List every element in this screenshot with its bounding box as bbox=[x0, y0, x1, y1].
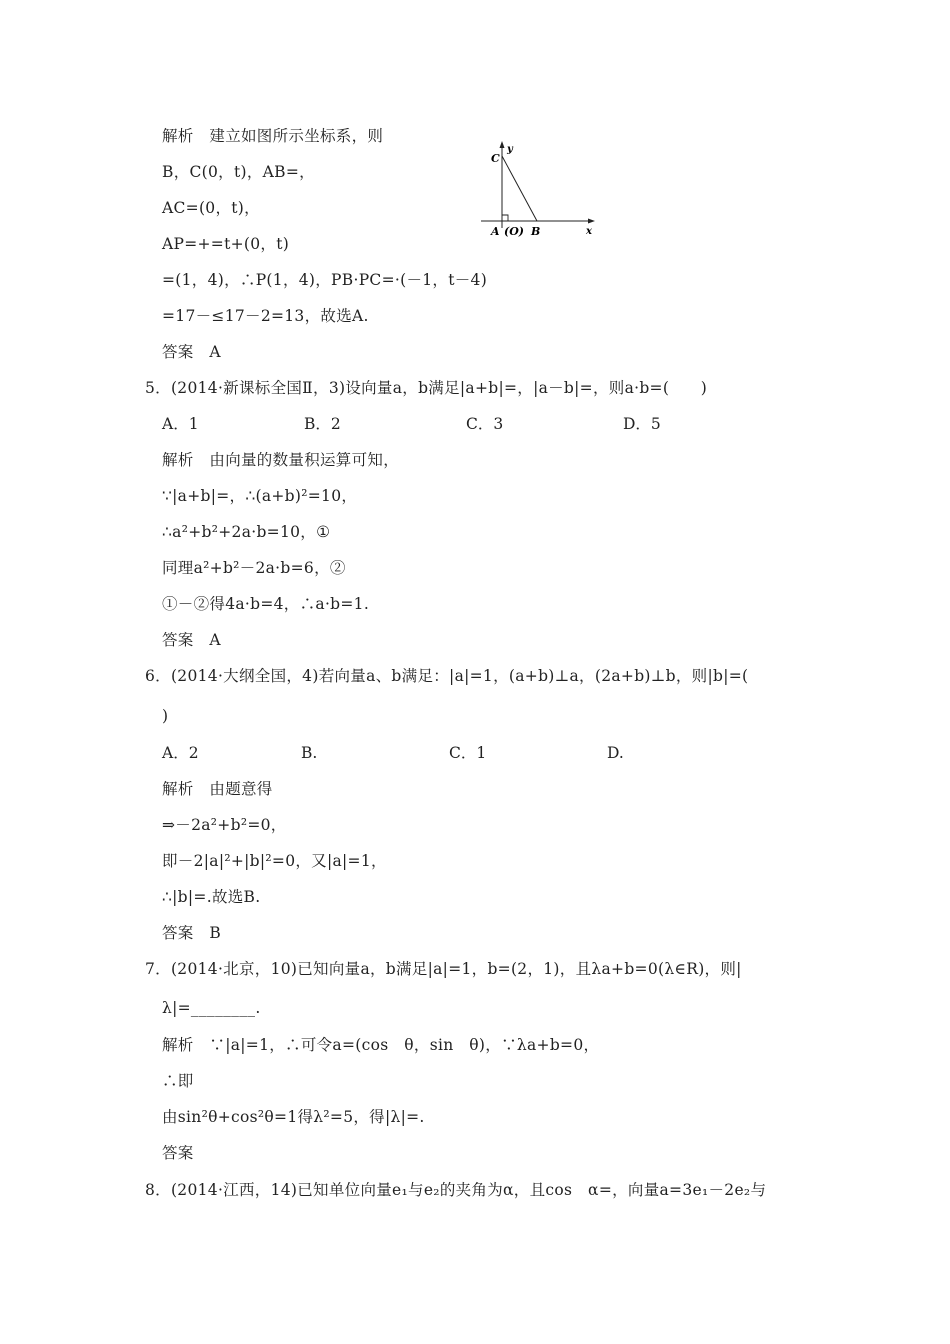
solution-line: 解析 ∵|a|=1，∴可令a=(cos θ，sin θ)，∵λa+b=0， bbox=[162, 1036, 600, 1054]
solution-line: 解析 由题意得 bbox=[162, 780, 273, 798]
solution-line: 解析 建立如图所示坐标系，则 bbox=[162, 127, 384, 145]
coordinate-figure bbox=[478, 138, 598, 238]
label-y: y bbox=[507, 144, 513, 155]
solution-line: ①－②得4a·b=4，∴a·b=1. bbox=[162, 595, 370, 613]
question-stem-continued: λ|=________. bbox=[162, 999, 261, 1017]
option-c: C．1 bbox=[449, 744, 487, 762]
option-d: D. bbox=[607, 744, 624, 762]
x-arrow-icon bbox=[588, 219, 595, 224]
solution-line: B，C(0，t)，AB=， bbox=[162, 163, 315, 181]
solution-line: ∵|a+b|=，∴(a+b)²=10， bbox=[162, 487, 358, 505]
solution-line: 解析 由向量的数量积运算可知， bbox=[162, 451, 400, 469]
question-stem: 5．(2014·新课标全国Ⅱ，3)设向量a，b满足|a+b|=，|a－b|=，则a·b=( ) bbox=[145, 379, 708, 397]
solution-line: 同理a²+b²－2a·b=6，② bbox=[162, 559, 346, 577]
answer-line: 答案 A bbox=[162, 343, 221, 361]
solution-line: AC=(0，t)， bbox=[162, 199, 260, 217]
solution-line: ∴|b|=.故选B. bbox=[162, 888, 261, 906]
solution-line: AP=+=t+(0，t) bbox=[162, 235, 290, 253]
question-stem: 8．(2014·江西，14)已知单位向量e₁与e₂的夹角为α，且cos α=，向量a=3e₁－2e₂与 bbox=[145, 1181, 767, 1199]
solution-line: ∴即 bbox=[162, 1072, 194, 1090]
question-stem-continued: ) bbox=[162, 707, 169, 725]
option-a: A．2 bbox=[162, 744, 199, 762]
label-c: C bbox=[491, 152, 500, 165]
solution-line: =17－≤17－2=13，故选A. bbox=[162, 307, 369, 325]
option-c: C．3 bbox=[466, 415, 504, 433]
y-arrow-icon bbox=[500, 141, 505, 148]
label-b: B bbox=[531, 225, 541, 238]
answer-line: 答案 A bbox=[162, 631, 221, 649]
option-a: A．1 bbox=[162, 415, 199, 433]
option-d: D．5 bbox=[623, 415, 661, 433]
segment-cb bbox=[502, 156, 537, 221]
answer-line: 答案 B bbox=[162, 924, 222, 942]
label-a: A bbox=[491, 225, 500, 238]
solution-line: 即－2|a|²+|b|²=0，又|a|=1， bbox=[162, 852, 387, 870]
solution-line: 由sin²θ+cos²θ=1得λ²=5，得|λ|=. bbox=[162, 1108, 425, 1126]
solution-line: =(1，4)，∴P(1，4)，PB·PC=·(－1，t－4) bbox=[162, 271, 488, 289]
right-angle-mark bbox=[502, 215, 508, 221]
option-b: B．2 bbox=[304, 415, 341, 433]
label-o: (O) bbox=[504, 225, 524, 238]
question-stem: 6．(2014·大纲全国，4)若向量a、b满足：|a|=1，(a+b)⊥a，(2a+b)⊥b，则|b|=( bbox=[145, 667, 749, 685]
question-stem: 7．(2014·北京，10)已知向量a，b满足|a|=1，b=(2，1)，且λa+b=0(λ∈R)，则| bbox=[145, 960, 742, 978]
label-x: x bbox=[586, 226, 592, 237]
option-b: B. bbox=[301, 744, 318, 762]
solution-line: ⇒－2a²+b²=0， bbox=[162, 816, 287, 834]
solution-line: ∴a²+b²+2a·b=10，① bbox=[162, 523, 331, 541]
answer-line: 答案 bbox=[162, 1144, 194, 1162]
